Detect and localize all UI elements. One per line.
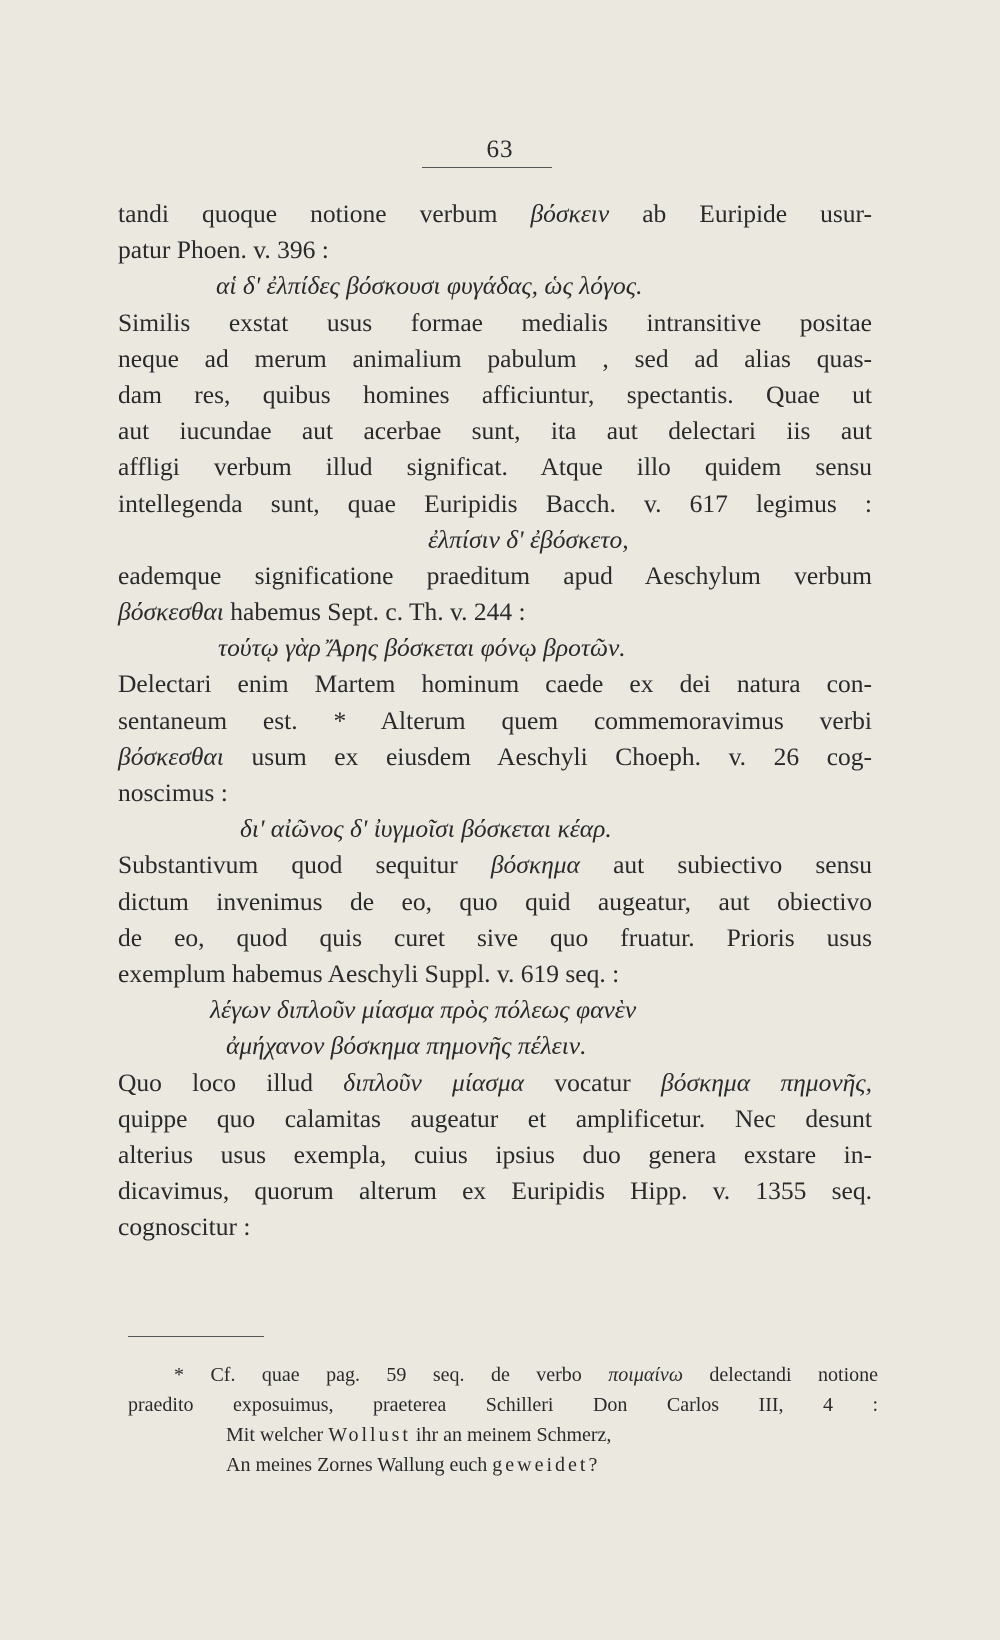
text-line <box>118 1065 872 1101</box>
greek-verse: ἀμήχανον βόσκημα πημονῆς πέλειν. <box>226 1031 587 1061</box>
text-segment: Quo loco illud <box>118 1067 314 1097</box>
text-line <box>118 196 872 232</box>
text-segment: * Cf. quae pag. 59 seq. de verbo <box>174 1364 582 1386</box>
text-segment: tandi quoque notione verbum <box>118 199 498 228</box>
greek-verse: δι' αἰῶνος δ' ἰυγμοῖσι βόσκεται κέαρ. <box>240 814 612 844</box>
greek-verse: ἐλπίσιν δ' ἐβόσκετο, <box>428 524 629 554</box>
text-line: affligi verbum illud significat. Atque illo quidem sensu <box>118 452 872 482</box>
text-segment: An meines Zornes Wallung euch <box>226 1454 488 1476</box>
text-line: Similis exstat usus formae medialis intransitive positae <box>118 307 872 337</box>
text-segment: Substantivum quod sequitur <box>118 850 458 880</box>
text-line: Delectari enim Martem hominum caede ex dei natura con- <box>118 669 872 699</box>
footnote-line: praedito exposuimus, praeterea Schilleri Don Carlos III, 4 : <box>128 1394 878 1416</box>
greek-word: βόσκειν <box>530 199 610 228</box>
text-line: de eo, quod quis curet sive quo fruatur. Prioris usus <box>118 922 872 952</box>
text-line <box>118 594 872 630</box>
text-line: dictum invenimus de eo, quo quid augeatur, aut obiectivo <box>118 886 872 916</box>
text-line: patur Phoen. v. 396 : <box>118 235 329 265</box>
spaced-word: geweidet? <box>492 1454 601 1476</box>
text-line: sentaneum est. * Alterum quem commemoravimus verbi <box>118 705 872 735</box>
page-number-rule <box>422 167 552 168</box>
spaced-word: Wollust <box>328 1424 411 1446</box>
text-segment: Mit welcher <box>226 1424 324 1446</box>
text-line: noscimus : <box>118 778 228 807</box>
footnote <box>128 1360 878 1480</box>
text-segment: habemus Sept. c. Th. v. 244 : <box>230 597 526 627</box>
footnote-line <box>128 1450 878 1480</box>
greek-word: βόσκημα πημονῆς, <box>661 1067 873 1097</box>
greek-word: διπλοῦν μίασμα <box>343 1067 525 1097</box>
greek-word: βόσκεσθαι <box>118 597 224 627</box>
footnote-line <box>128 1420 878 1450</box>
text-line <box>118 847 872 883</box>
text-line: exemplum habemus Aeschyli Suppl. v. 619 seq. : <box>118 958 620 988</box>
text-segment: ihr an meinem Schmerz, <box>415 1424 612 1446</box>
text-segment: usum ex eiusdem Aeschyli Choeph. v. 26 cog- <box>251 741 872 771</box>
greek-word: ποιμαίνω <box>608 1364 683 1386</box>
text-line: cognoscitur : <box>118 1212 251 1242</box>
text-line: dicavimus, quorum alterum ex Euripidis Hipp. v. 1355 seq. <box>118 1176 872 1206</box>
text-segment: vocatur <box>554 1067 631 1097</box>
greek-verse: λέγων διπλοῦν μίασμα πρὸς πόλεως φανὲν <box>210 995 637 1025</box>
text-segment: ab Euripide usur- <box>642 199 873 228</box>
text-line: neque ad merum animalium pabulum , sed ad alias quas- <box>118 343 872 373</box>
text-segment: aut subiectivo sensu <box>613 850 873 880</box>
text-line: eademque significatione praeditum apud Aeschylum verbum <box>118 560 872 590</box>
greek-verse: αἱ δ' ἐλπίδες βόσκουσι φυγάδας, ὡς λόγος. <box>216 271 643 301</box>
text-line: dam res, quibus homines afficiuntur, spectantis. Quae ut <box>118 379 872 409</box>
text-line: alterius usus exempla, cuius ipsius duo genera exstare in- <box>118 1139 872 1169</box>
text-line: intellegenda sunt, quae Euripidis Bacch. v. 617 legimus : <box>118 488 872 518</box>
text-segment: delectandi notione <box>709 1364 879 1386</box>
footnote-rule <box>128 1336 264 1337</box>
text-line: aut iucundae aut acerbae sunt, ita aut delectari iis aut <box>118 416 872 446</box>
text-line: quippe quo calamitas augeatur et amplificetur. Nec desunt <box>118 1103 872 1133</box>
greek-word: βόσκεσθαι <box>118 741 224 771</box>
greek-verse: τούτῳ γὰρ Ἄρης βόσκεται φόνῳ βροτῶν. <box>218 633 626 663</box>
main-text <box>118 196 872 1245</box>
text-line <box>118 739 872 775</box>
greek-word: βόσκημα <box>490 850 580 880</box>
page-number: 63 <box>486 136 514 163</box>
footnote-line <box>128 1360 878 1390</box>
